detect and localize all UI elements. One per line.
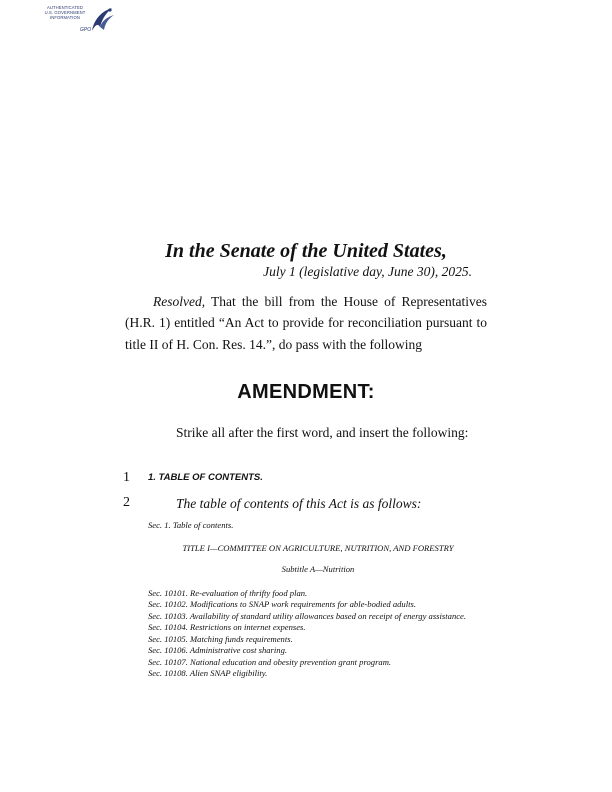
- toc-entry: [148, 520, 488, 532]
- toc-entry-number: Sec. 1.: [148, 520, 171, 530]
- seal-line-authenticated: AUTHENTICATED: [46, 5, 84, 10]
- toc-entry-text: Administrative cost sharing.: [189, 645, 288, 655]
- toc-entry-number: Sec. 10101.: [148, 587, 188, 598]
- resolved-word: Resolved,: [153, 294, 206, 309]
- line-number-1: 1: [123, 470, 130, 485]
- line-number-2: 2: [123, 495, 130, 510]
- toc-entry-text: Modifications to SNAP work requirements for able-bodied adults.: [190, 599, 416, 609]
- seal-gpo-mark: GPO: [80, 27, 92, 33]
- resolution-paragraph: [125, 291, 487, 355]
- legislative-date: July 1 (legislative day, June 30), 2025.: [263, 264, 472, 279]
- toc-entry-number: Sec. 10104.: [148, 622, 188, 632]
- toc-entry: [148, 599, 488, 611]
- toc-entry-text: Matching funds requirements.: [190, 633, 293, 644]
- toc-entry-text: Alien SNAP eligibility.: [189, 668, 268, 678]
- amendment-title: AMENDMENT:: [237, 381, 375, 403]
- toc-entry: [148, 622, 488, 634]
- toc-entry-text: Re-evaluation of thrifty food plan.: [190, 587, 308, 598]
- toc-entry-number: Sec. 10108.: [148, 668, 188, 678]
- eagle-icon: [88, 5, 116, 37]
- toc-entry-number: Sec. 10107.: [148, 656, 188, 667]
- toc-entry: [148, 588, 488, 600]
- amendment-instruction: Strike all after the first word, and insert the following:: [176, 425, 469, 440]
- seal-text: [34, 5, 96, 20]
- toc-entry-text: Availability of standard utility allowances based on receipt of energy assistance.: [189, 610, 467, 621]
- toc-entry-text: Restrictions on internet expenses.: [190, 622, 306, 632]
- toc-entry-number: Sec. 10106.: [148, 645, 188, 655]
- toc-entry: [148, 657, 488, 669]
- toc-subtitle: Subtitle A—Nutrition: [281, 564, 355, 574]
- senate-heading: In the Senate of the United States,: [165, 240, 447, 262]
- seal-line-information: INFORMATION: [49, 15, 81, 20]
- toc-intro: The table of contents of this Act is as follows:: [176, 496, 422, 511]
- toc-entry-text: National education and obesity prevention grant program.: [190, 656, 392, 667]
- toc-entry-number: Sec. 10105.: [148, 633, 188, 644]
- gpo-authentication-seal: [34, 5, 120, 39]
- toc-title-heading: TITLE I—COMMITTEE ON AGRICULTURE, NUTRITION, AND FORESTRY: [182, 542, 454, 553]
- seal-line-government: U.S. GOVERNMENT: [44, 10, 86, 15]
- toc-entry-list: [148, 588, 488, 680]
- toc-entry: [148, 634, 488, 646]
- toc-entry: [148, 645, 488, 657]
- table-of-contents: [148, 520, 488, 680]
- section-heading: 1. TABLE OF CONTENTS.: [148, 472, 263, 483]
- toc-entry-number: Sec. 10103.: [148, 610, 188, 621]
- resolution-text: That the bill from the House of Representatives (H.R. 1) entitled “An Act to provide for reconciliation pursuant to title II of H. Con. Res. 14.”, do pass with the following: [125, 294, 487, 352]
- toc-entry-text: Table of contents.: [172, 520, 234, 530]
- toc-entry-number: Sec. 10102.: [148, 599, 188, 609]
- toc-entry: [148, 668, 488, 680]
- toc-entry: [148, 611, 488, 623]
